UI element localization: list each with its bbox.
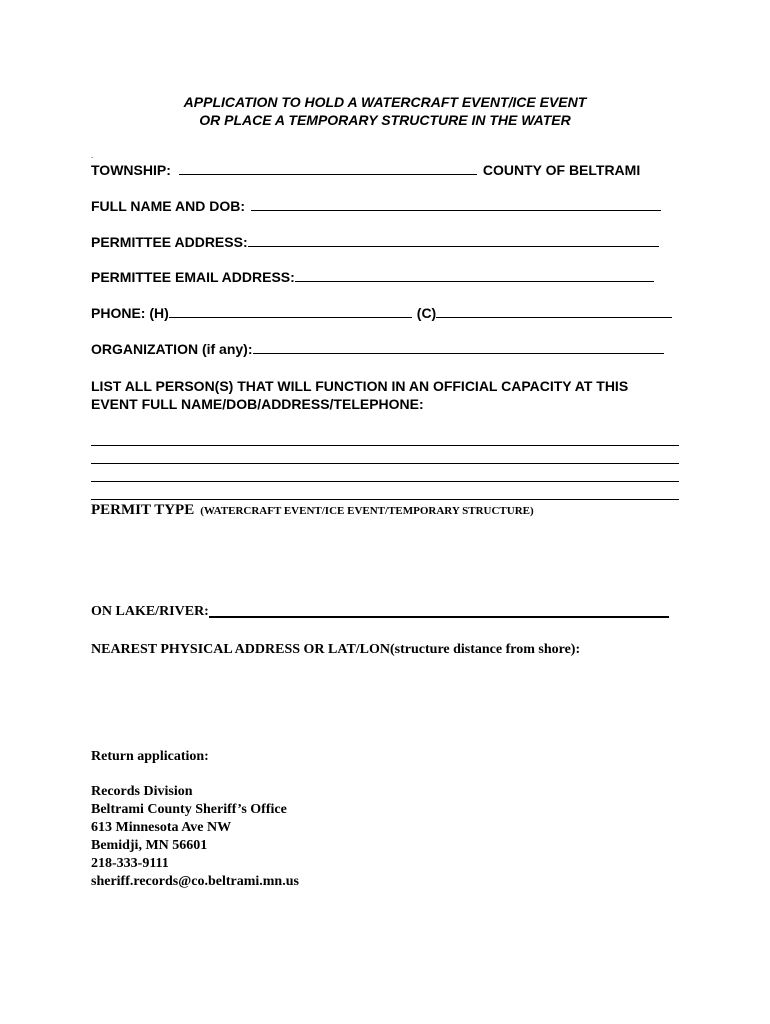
return-line: 613 Minnesota Ave NW <box>91 820 232 835</box>
address-row <box>91 234 659 250</box>
township-label: TOWNSHIP: <box>91 162 171 178</box>
address-field[interactable] <box>248 246 659 247</box>
lake-row <box>91 604 669 620</box>
return-line: 218-333-9111 <box>91 856 169 871</box>
organization-field[interactable] <box>253 353 664 354</box>
persons-line-3[interactable] <box>91 481 679 482</box>
address-label: PERMITTEE ADDRESS: <box>91 234 248 250</box>
form-title-line-1: APPLICATION TO HOLD A WATERCRAFT EVENT/ICE EVENT <box>183 94 587 110</box>
persons-line-4[interactable] <box>91 499 679 500</box>
lake-label: ON LAKE/RIVER: <box>91 604 209 619</box>
return-line: Beltrami County Sheriff’s Office <box>91 802 287 817</box>
return-email-link[interactable]: sheriff.records@co.beltrami.mn.us <box>91 874 299 889</box>
fullname-label: FULL NAME AND DOB: <box>91 198 245 214</box>
form-title-line-2: OR PLACE A TEMPORARY STRUCTURE IN THE WATER <box>199 112 571 128</box>
persons-instruction-line-2: EVENT FULL NAME/DOB/ADDRESS/TELEPHONE: <box>91 396 424 412</box>
persons-line-2[interactable] <box>91 463 679 464</box>
permit-type-row <box>91 501 534 519</box>
persons-instructions <box>91 377 628 413</box>
organization-row <box>91 341 664 357</box>
return-heading: Return application: <box>91 749 209 764</box>
fullname-field[interactable] <box>251 210 661 211</box>
township-row <box>91 162 640 178</box>
lake-field[interactable] <box>209 616 669 618</box>
fullname-row <box>91 198 661 214</box>
phone-home-field[interactable] <box>169 317 412 318</box>
email-row <box>91 269 654 285</box>
permit-type-note: (WATERCRAFT EVENT/ICE EVENT/TEMPORARY STRUCTURE) <box>200 505 534 517</box>
return-address-block <box>91 783 299 891</box>
stray-dot: . <box>91 151 94 160</box>
email-field[interactable] <box>295 281 654 282</box>
organization-label: ORGANIZATION (if any): <box>91 341 253 357</box>
county-label: COUNTY OF BELTRAMI <box>482 162 641 178</box>
return-line: Records Division <box>91 784 193 799</box>
phone-cell-field[interactable] <box>436 317 672 318</box>
permit-type-label: PERMIT TYPE <box>91 502 195 518</box>
phone-home-label: PHONE: (H) <box>91 305 169 321</box>
persons-line-1[interactable] <box>91 445 679 446</box>
township-field[interactable] <box>179 174 477 175</box>
return-line: Bemidji, MN 56601 <box>91 838 208 853</box>
phone-cell-label: (C) <box>416 305 437 321</box>
phone-row <box>91 305 672 321</box>
nearest-address-label: NEAREST PHYSICAL ADDRESS OR LAT/LON(structure distance from shore): <box>91 642 581 657</box>
persons-instruction-line-1: LIST ALL PERSON(S) THAT WILL FUNCTION IN AN OFFICIAL CAPACITY AT THIS <box>91 378 629 394</box>
email-label: PERMITTEE EMAIL ADDRESS: <box>91 269 295 285</box>
